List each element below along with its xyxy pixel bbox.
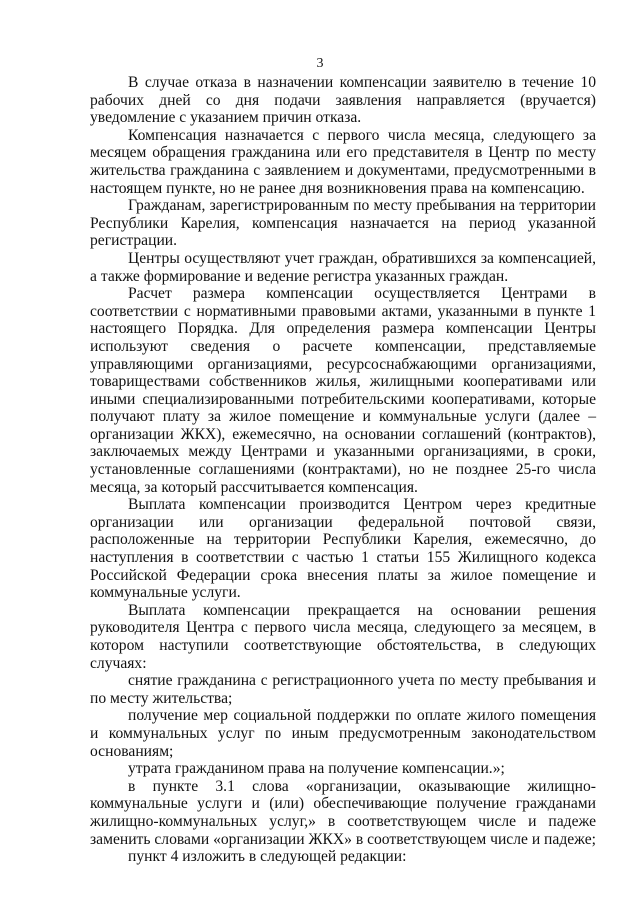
document-body	[90, 74, 596, 866]
paragraph-refusal-notice: В случае отказа в назначении компенсации заявителю в течение 10 рабочих дней со дня подачи заявления направляется (вручается) уведомление с указанием причин отказа.	[90, 74, 596, 127]
paragraph-case-deregistration: снятие гражданина с регистрационного учета по месту пребывания и по месту жительства;	[90, 672, 596, 707]
paragraph-amendment-3-1: в пункте 3.1 слова «организации, оказывающие жилищно-коммунальные услуги и (или) обеспечивающие получение гражданами жилищно-коммунальных услуг,» в соответствующем числе и падеже заменить словами «организации ЖКХ» в соответствующем числе и падеже;	[90, 777, 597, 848]
page-number: 3	[316, 56, 324, 71]
paragraph-case-other-support: получение мер социальной поддержки по оплате жилого помещения и коммунальных услуг по иным предусмотренным законодательством основаниям;	[90, 707, 596, 760]
paragraph-termination: Выплата компенсации прекращается на основании решения руководителя Центра с первого числа месяца, следующего за месяцем, в котором наступили соответствующие обстоятельства, в следующих случаях:	[90, 601, 596, 672]
paragraph-assignment-date: Компенсация назначается с первого числа месяца, следующего за месяцем обращения гражданина или его представителя в Центр по месту жительства гражданина с заявлением и документами, предусмотренными в настоящем пункте, но не ранее дня возникновения права на компенсацию.	[90, 126, 596, 197]
paragraph-case-loss-of-right: утрата гражданином права на получение компенсации.»;	[128, 760, 505, 778]
paragraph-temporary-registration: Гражданам, зарегистрированным по месту пребывания на территории Республики Карелия, компенсация назначается на период указанной регистрации.	[90, 197, 596, 250]
paragraph-citizen-registry: Центры осуществляют учет граждан, обратившихся за компенсацией, а также формирование и ведение регистра указанных граждан.	[90, 249, 596, 285]
paragraph-calculation: Расчет размера компенсации осуществляется Центрами в соответствии с нормативными правовыми актами, указанными в пункте 1 настоящего Порядка. Для определения размера компенсации Центры используют сведения о расчете компенсации, представляемые управляющими организациями, ресурсоснабжающими организациями, товариществами собственников жилья, жилищными кооперативами или иными специализированными потребительскими кооперативами, которые получают плату за жилое помещение и коммунальные услуги (далее – организации ЖКХ), ежемесячно, на основании соглашений (контрактов), заключаемых между Центрами и указанными организациями, в сроки, установленные соглашениями (контрактами), но не позднее 25-го числа месяца, за который рассчитывается компенсация.	[90, 285, 596, 496]
paragraph-payment: Выплата компенсации производится Центром через кредитные организации или организации федеральной почтовой связи, расположенные на территории Республики Карелия, ежемесячно, до наступления в соответствии с частью 1 статьи 155 Жилищного кодекса Российской Федерации срока внесения платы за жилое помещение и коммунальные услуги.	[90, 496, 596, 602]
paragraph-amendment-4: пункт 4 изложить в следующей редакции:	[128, 848, 407, 866]
